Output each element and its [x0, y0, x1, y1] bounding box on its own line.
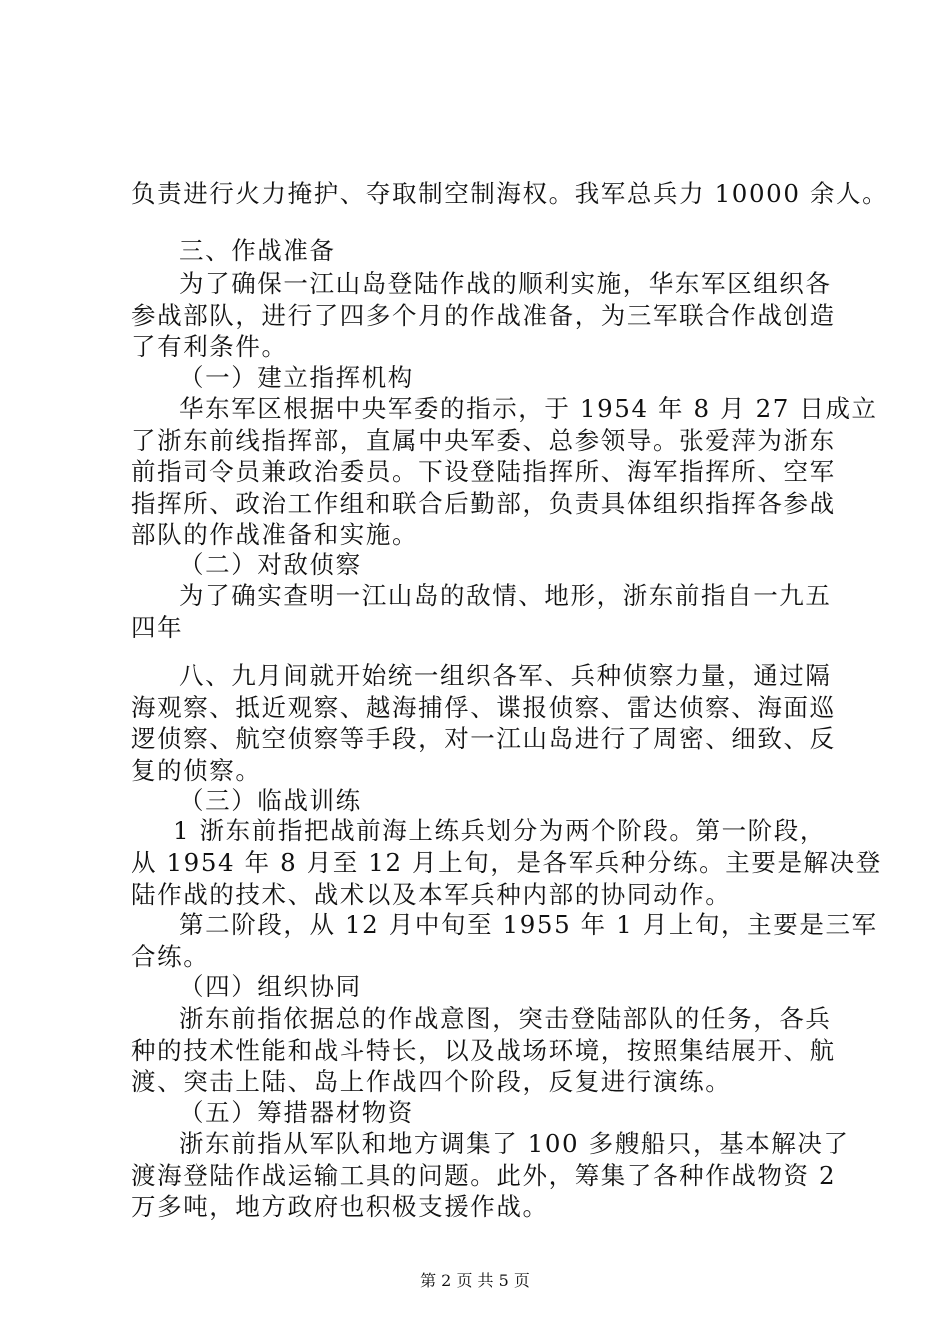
subsection-heading: （四）组织协同 [179, 972, 362, 1001]
text-line: 华东军区根据中央军委的指示，于 1954 年 8 月 27 日成立 [179, 394, 878, 423]
subsection-heading: （二）对敌侦察 [179, 550, 362, 579]
text-line: 八、九月间就开始统一组织各军、兵种侦察力量，通过隔 [179, 661, 832, 690]
text-line: 负责进行火力掩护、夺取制空制海权。我军总兵力 10000 余人。 [131, 179, 889, 208]
text-line: 指挥所、政治工作组和联合后勤部，负责具体组织指挥各参战 [131, 489, 836, 518]
subsection-heading: （五）筹措器材物资 [179, 1098, 414, 1127]
text-line: 万多吨，地方政府也积极支援作战。 [131, 1192, 549, 1221]
text-line: 陆作战的技术、战术以及本军兵种内部的协同动作。 [131, 880, 732, 909]
text-line: 合练。 [131, 942, 210, 971]
text-line: 了浙东前线指挥部，直属中央军委、总参领导。张爱萍为浙东 [131, 426, 836, 455]
text-line: 逻侦察、航空侦察等手段，对一江山岛进行了周密、细致、反 [131, 724, 836, 753]
text-line: 参战部队，进行了四多个月的作战准备，为三军联合作战创造 [131, 301, 836, 330]
section-heading: 三、作战准备 [179, 236, 336, 265]
text-line: 部队的作战准备和实施。 [131, 520, 419, 549]
text-line: 前指司令员兼政治委员。下设登陆指挥所、海军指挥所、空军 [131, 457, 836, 486]
text-line: 为了确保一江山岛登陆作战的顺利实施，华东军区组织各 [179, 269, 832, 298]
text-line: 第二阶段，从 12 月中旬至 1955 年 1 月上旬，主要是三军 [179, 910, 878, 939]
text-line: 浙东前指依据总的作战意图，突击登陆部队的任务，各兵 [179, 1004, 832, 1033]
text-line: 渡、突击上陆、岛上作战四个阶段，反复进行演练。 [131, 1067, 732, 1096]
page-number-footer: 第 2 页 共 5 页 [420, 1271, 530, 1290]
text-line: 复的侦察。 [131, 756, 262, 785]
text-line: 从 1954 年 8 月至 12 月上旬，是各军兵种分练。主要是解决登 [131, 848, 882, 877]
text-line: 浙东前指从军队和地方调集了 100 多艘船只，基本解决了 [179, 1129, 850, 1158]
text-line: 海观察、抵近观察、越海捕俘、谍报侦察、雷达侦察、海面巡 [131, 693, 836, 722]
text-line: 渡海登陆作战运输工具的问题。此外，筹集了各种作战物资 2 [131, 1161, 837, 1190]
text-line: 1 浙东前指把战前海上练兵划分为两个阶段。第一阶段， [173, 816, 826, 845]
text-line: 四年 [131, 613, 184, 642]
text-line: 为了确实查明一江山岛的敌情、地形，浙东前指自一九五 [179, 581, 832, 610]
text-line: 了有利条件。 [131, 332, 288, 361]
subsection-heading: （一）建立指挥机构 [179, 363, 414, 392]
text-line: 种的技术性能和战斗特长，以及战场环境，按照集结展开、航 [131, 1036, 836, 1065]
subsection-heading: （三）临战训练 [179, 786, 362, 815]
